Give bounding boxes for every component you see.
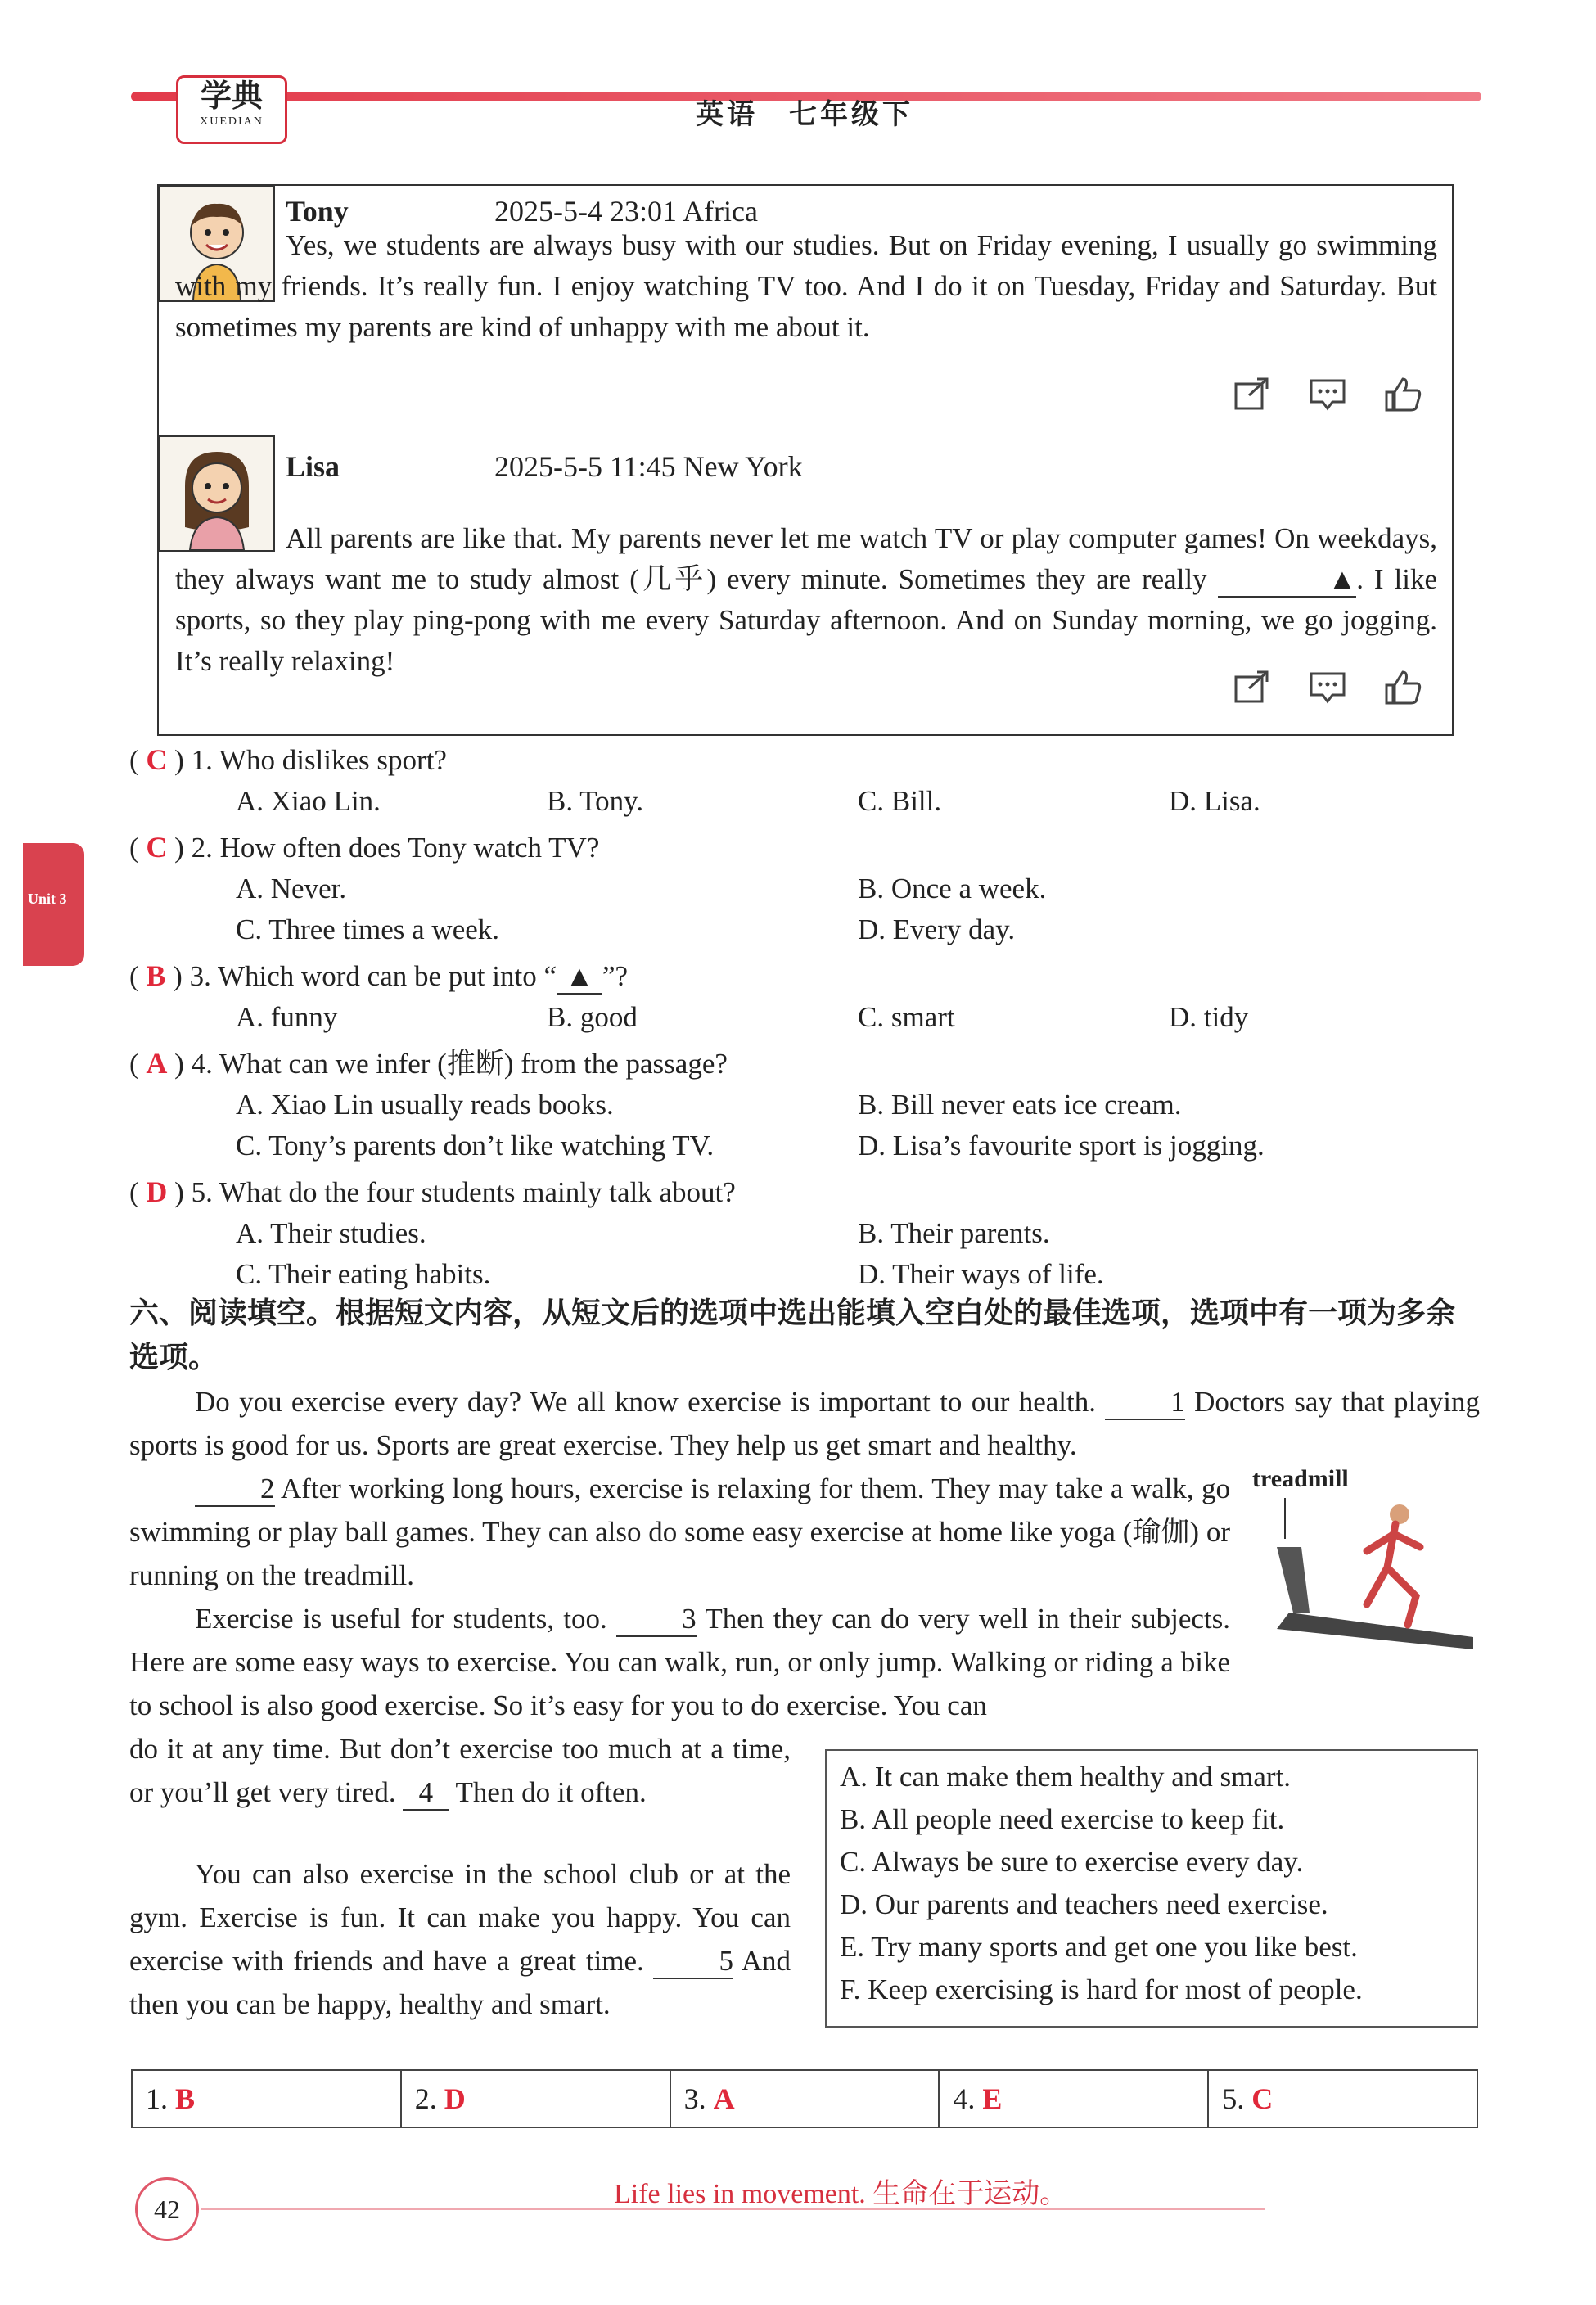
section-title: 六、阅读填空。根据短文内容，从短文后的选项中选出能填入空白处的最佳选项，选项中有一项为多余选项。 bbox=[129, 1297, 1456, 1374]
answer-mark: B bbox=[175, 2082, 196, 2115]
paragraph-text: Then do it often. bbox=[455, 1776, 647, 1808]
option: D. Lisa. bbox=[1169, 785, 1260, 817]
options-row bbox=[129, 781, 1488, 822]
unit-side-tab bbox=[23, 843, 84, 966]
question-stem: 4. What can we infer (推断) from the passage? bbox=[191, 1048, 728, 1080]
question-stem: 2. How often does Tony watch TV? bbox=[191, 832, 600, 864]
paragraph-text: Exercise is useful for students, too. bbox=[195, 1603, 607, 1635]
post-text-part: All parents are like that. My parents never let me watch TV or play computer games! On weekdays, they always want me to study almost (几乎) every minute. Sometimes they are really bbox=[175, 522, 1437, 595]
option: C. smart bbox=[858, 1001, 955, 1033]
option: D. Their ways of life. bbox=[858, 1258, 1104, 1290]
paragraph-text: After working long hours, exercise is relaxing for them. They may take a walk, go swimming or play ball games. They can also do some easy exercise at home like yoga (瑜伽) or running on the treadmill. bbox=[129, 1473, 1230, 1591]
answer-mark: E bbox=[982, 2082, 1003, 2115]
text-blank: ▲ bbox=[1218, 563, 1357, 598]
paragraph-2 bbox=[129, 1467, 1230, 1597]
comment-icon[interactable] bbox=[1308, 376, 1347, 412]
options-row bbox=[129, 868, 1488, 909]
option: B. good bbox=[547, 1001, 638, 1033]
options-row bbox=[129, 1213, 1488, 1254]
question-1: ( C ) 1. Who dislikes sport? bbox=[129, 743, 447, 776]
option: A. Never. bbox=[236, 873, 347, 904]
answer-cell bbox=[1209, 2071, 1477, 2127]
answer-mark: A bbox=[713, 2082, 735, 2115]
paragraph-4 bbox=[129, 1852, 791, 2026]
option: A. Xiao Lin. bbox=[236, 785, 381, 817]
option: B. Once a week. bbox=[858, 873, 1047, 904]
option: D. Every day. bbox=[858, 913, 1016, 945]
option: B. Their parents. bbox=[858, 1217, 1050, 1249]
comment-icon[interactable] bbox=[1308, 669, 1347, 705]
answer-cell bbox=[940, 2071, 1209, 2127]
logo-text: 学典 bbox=[200, 79, 263, 114]
paragraph-text: You can also exercise in the school club or at the gym. Exercise is fun. It can make you happy. You can exercise with friends and have a great time. bbox=[129, 1858, 791, 1977]
question-4: ( A ) 4. What can we infer (推断) from the passage? bbox=[129, 1047, 728, 1080]
answer-number: 1. bbox=[146, 2082, 168, 2115]
options-box bbox=[825, 1749, 1478, 2028]
answer-mark: C bbox=[146, 831, 168, 864]
answer-mark: D bbox=[444, 2082, 466, 2115]
option: B. Tony. bbox=[547, 785, 644, 817]
paragraph-text: Doctors say that playing sports is good for us. Sports are great exercise. They help us get smart and healthy. bbox=[129, 1386, 1481, 1461]
option: B. Bill never eats ice cream. bbox=[858, 1089, 1182, 1121]
like-icon[interactable] bbox=[1383, 669, 1422, 705]
answer-cell bbox=[133, 2071, 402, 2127]
answer-mark: B bbox=[146, 959, 166, 992]
choice-option: A. It can make them healthy and smart. bbox=[840, 1761, 1292, 1793]
option: A. Xiao Lin usually reads books. bbox=[236, 1089, 614, 1121]
treadmill-label: treadmill bbox=[1252, 1465, 1349, 1492]
post-actions bbox=[1233, 376, 1422, 412]
answer-mark: C bbox=[146, 743, 168, 776]
paragraph-1 bbox=[129, 1380, 1480, 1467]
unit-label: Unit 3 bbox=[28, 891, 67, 907]
option: A. funny bbox=[236, 1001, 338, 1033]
page-number: 42 bbox=[135, 2177, 199, 2241]
question-stem: 1. Who dislikes sport? bbox=[191, 744, 447, 776]
post-author: Lisa bbox=[286, 450, 340, 483]
choice-option: D. Our parents and teachers need exercise. bbox=[840, 1888, 1328, 1920]
answer-mark: D bbox=[146, 1175, 168, 1208]
answer-mark: A bbox=[146, 1047, 168, 1080]
question-stem: ”? bbox=[602, 960, 629, 992]
choice-option: B. All people need exercise to keep fit. bbox=[840, 1803, 1285, 1835]
answer-cell bbox=[671, 2071, 940, 2127]
paragraph-text: do it at any time. But don’t exercise too much at a time, or you’ll get very tired. bbox=[129, 1733, 791, 1808]
paragraph-text: Then they can do very well in their subjects. Here are some easy ways to exercise. You can walk, run, or only jump. Walking or riding a bike to school is also good exercise. So it’s easy for you to do exercise. You can bbox=[129, 1603, 1231, 1721]
paragraph-3 bbox=[129, 1597, 1230, 1727]
post-meta: 2025-5-4 23:01 Africa bbox=[494, 195, 758, 228]
answer-table bbox=[131, 2069, 1478, 2128]
paragraph-3-cont bbox=[129, 1727, 791, 1814]
question-2: ( C ) 2. How often does Tony watch TV? bbox=[129, 831, 600, 864]
choice-option: C. Always be sure to exercise every day. bbox=[840, 1846, 1304, 1878]
share-icon[interactable] bbox=[1233, 376, 1272, 412]
share-icon[interactable] bbox=[1233, 669, 1272, 705]
question-5: ( D ) 5. What do the four students mainly talk about? bbox=[129, 1175, 736, 1208]
answer-number: 3. bbox=[683, 2082, 706, 2115]
subject-title: 英语 七年级下 bbox=[696, 100, 913, 130]
treadmill-icon bbox=[1244, 1490, 1481, 1653]
footer-motto: Life lies in movement. 生命在于运动。 bbox=[614, 2179, 1068, 2209]
answer-mark: C bbox=[1251, 2082, 1274, 2115]
option: A. Their studies. bbox=[236, 1217, 426, 1249]
forum-posts-box bbox=[157, 184, 1454, 736]
answer-cell bbox=[402, 2071, 671, 2127]
text-blank: 3 bbox=[616, 1603, 697, 1637]
text-blank: 4 bbox=[403, 1776, 449, 1811]
choice-option: E. Try many sports and get one you like best. bbox=[840, 1931, 1358, 1963]
option: D. tidy bbox=[1169, 1001, 1249, 1033]
paragraph-text: Do you exercise every day? We all know exercise is important to our health. bbox=[195, 1386, 1096, 1418]
question-3: ( B ) 3. Which word can be put into “ ▲ ”? bbox=[129, 955, 1488, 997]
logo bbox=[176, 75, 287, 144]
post-meta: 2025-5-5 11:45 New York bbox=[494, 450, 803, 483]
option: D. Lisa’s favourite sport is jogging. bbox=[858, 1130, 1265, 1162]
questions-block bbox=[129, 739, 1488, 1295]
options-row bbox=[129, 1125, 1488, 1166]
question-stem: 5. What do the four students mainly talk about? bbox=[191, 1176, 736, 1208]
choice-option: F. Keep exercising is hard for most of people. bbox=[840, 1973, 1363, 2005]
options-row bbox=[129, 997, 1488, 1038]
option: C. Bill. bbox=[858, 785, 942, 817]
post-text: Yes, we students are always busy with our studies. But on Friday evening, I usually go swimming with my friends. It’s really fun. I enjoy watching TV too. And I do it on Tuesday, Friday and Saturday. But sometimes my parents are kind of unhappy with me about it. bbox=[175, 229, 1437, 343]
options-row bbox=[129, 1254, 1488, 1295]
post-text bbox=[175, 518, 1437, 682]
option: C. Three times a week. bbox=[236, 913, 500, 945]
options-row bbox=[129, 1085, 1488, 1125]
paragraph-text: And then you can be happy, healthy and smart. bbox=[129, 1945, 791, 2020]
question-stem: 3. Which word can be put into “ bbox=[189, 960, 557, 992]
answer-number: 4. bbox=[953, 2082, 976, 2115]
answer-number: 5. bbox=[1222, 2082, 1245, 2115]
post-author: Tony bbox=[286, 195, 349, 228]
treadmill-illustration bbox=[1244, 1465, 1481, 1653]
option: C. Tony’s parents don’t like watching TV. bbox=[236, 1130, 715, 1162]
post-actions bbox=[1233, 669, 1422, 705]
post-text-part: . I like sports, so they play ping-pong with me every Saturday afternoon. And on Sunday morning, we go jogging. It’s really relaxing! bbox=[175, 563, 1438, 677]
like-icon[interactable] bbox=[1383, 376, 1422, 412]
option: C. Their eating habits. bbox=[236, 1258, 491, 1290]
options-row bbox=[129, 909, 1488, 950]
text-blank: 2 bbox=[195, 1473, 275, 1507]
logo-subtext: XUEDIAN bbox=[200, 115, 264, 128]
text-blank: ▲ bbox=[557, 960, 602, 995]
text-blank: 1 bbox=[1105, 1386, 1185, 1420]
answer-number: 2. bbox=[414, 2082, 437, 2115]
text-blank: 5 bbox=[653, 1945, 733, 1979]
